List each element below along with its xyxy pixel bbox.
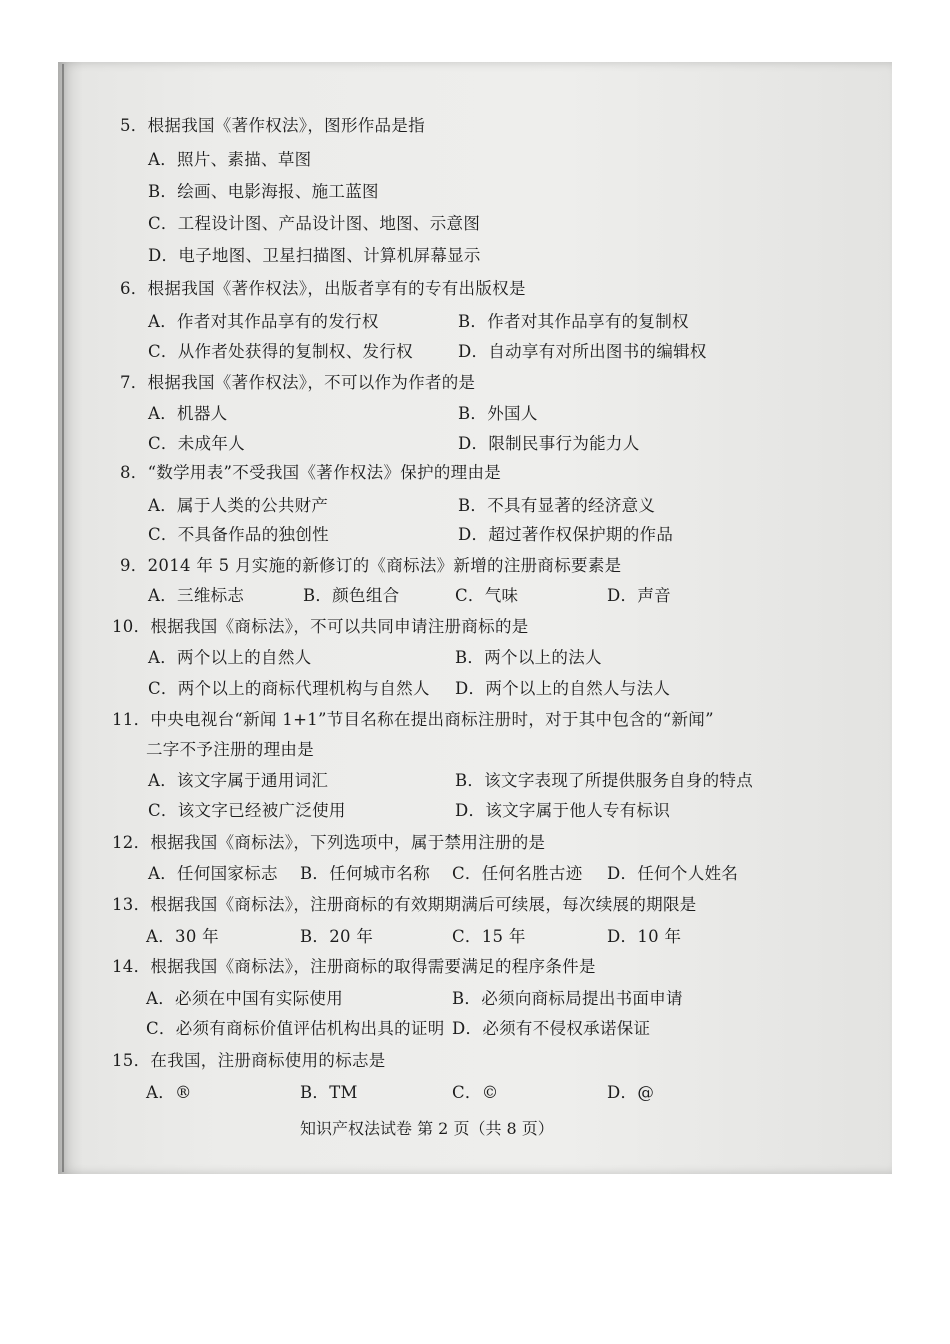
question-13-option-d: D．10 年: [607, 927, 682, 946]
question-11-option-b: B．该文字表现了所提供服务自身的特点: [455, 771, 754, 790]
question-10-option-a: A．两个以上的自然人: [148, 648, 312, 667]
question-14-option-b: B．必须向商标局提出书面申请: [452, 989, 683, 1008]
question-6-option-b: B．作者对其作品享有的复制权: [458, 312, 689, 331]
question-10-option-d: D．两个以上的自然人与法人: [455, 679, 671, 698]
question-15-option-b: B．TM: [300, 1083, 358, 1102]
question-12-stem: 12．根据我国《商标法》，下列选项中，属于禁用注册的是: [112, 833, 546, 852]
question-15-stem: 15．在我国，注册商标使用的标志是: [112, 1051, 386, 1070]
question-12-option-b: B．任何城市名称: [300, 864, 431, 883]
question-8-option-a: A．属于人类的公共财产: [148, 496, 329, 515]
question-12-option-a: A．任何国家标志: [148, 864, 278, 883]
question-13-option-c: C．15 年: [452, 927, 526, 946]
question-8-stem: 8．“数学用表”不受我国《著作权法》保护的理由是: [120, 463, 502, 482]
question-15-option-c: C．©: [452, 1083, 499, 1102]
question-10-option-c: C．两个以上的商标代理机构与自然人: [148, 679, 430, 698]
question-5-option-c: C．工程设计图、产品设计图、地图、示意图: [148, 214, 481, 233]
question-5-option-a: A．照片、素描、草图: [148, 150, 312, 169]
question-14-stem: 14．根据我国《商标法》，注册商标的取得需要满足的程序条件是: [112, 957, 596, 976]
question-15-option-d: D．@: [607, 1083, 655, 1102]
question-12-option-d: D．任何个人姓名: [607, 864, 739, 883]
question-9-option-a: A．三维标志: [148, 586, 245, 605]
question-11-stem-continued: 二字不予注册的理由是: [146, 740, 314, 759]
question-11-option-d: D．该文字属于他人专有标识: [455, 801, 671, 820]
question-14-option-c: C．必须有商标价值评估机构出具的证明: [146, 1019, 445, 1038]
question-12-option-c: C．任何名胜古迹: [452, 864, 583, 883]
question-7-stem: 7．根据我国《著作权法》，不可以作为作者的是: [120, 373, 476, 392]
question-6-option-d: D．自动享有对所出图书的编辑权: [458, 342, 707, 361]
question-7-option-b: B．外国人: [458, 404, 538, 423]
question-6-stem: 6．根据我国《著作权法》，出版者享有的专有出版权是: [120, 279, 526, 298]
question-9-option-c: C．气味: [455, 586, 519, 605]
question-15-option-a: A．®: [146, 1083, 192, 1102]
question-5-option-d: D．电子地图、卫星扫描图、计算机屏幕显示: [148, 246, 481, 265]
question-8-option-b: B．不具有显著的经济意义: [458, 496, 656, 515]
question-9-option-b: B．颜色组合: [303, 586, 400, 605]
question-5-stem: 5．根据我国《著作权法》，图形作品是指: [120, 116, 425, 135]
question-11-option-a: A．该文字属于通用词汇: [148, 771, 329, 790]
question-5-option-b: B．绘画、电影海报、施工蓝图: [148, 182, 379, 201]
question-10-option-b: B．两个以上的法人: [455, 648, 602, 667]
question-9-option-d: D．声音: [607, 586, 671, 605]
question-10-stem: 10．根据我国《商标法》，不可以共同申请注册商标的是: [112, 617, 529, 636]
question-8-option-d: D．超过著作权保护期的作品: [458, 525, 674, 544]
question-7-option-c: C．未成年人: [148, 434, 245, 453]
question-14-option-a: A．必须在中国有实际使用: [146, 989, 344, 1008]
question-13-option-b: B．20 年: [300, 927, 374, 946]
question-7-option-d: D．限制民事行为能力人: [458, 434, 640, 453]
question-6-option-a: A．作者对其作品享有的发行权: [148, 312, 379, 331]
question-13-stem: 13．根据我国《商标法》，注册商标的有效期期满后可续展，每次续展的期限是: [112, 895, 697, 914]
question-6-option-c: C．从作者处获得的复制权、发行权: [148, 342, 413, 361]
question-7-option-a: A．机器人: [148, 404, 228, 423]
page-footer: 知识产权法试卷 第 2 页（共 8 页）: [300, 1119, 554, 1138]
page-fold-line: [62, 64, 64, 1172]
question-11-stem: 11．中央电视台“新闻 1+1”节目名称在提出商标注册时，对于其中包含的“新闻”: [112, 710, 714, 729]
question-14-option-d: D．必须有不侵权承诺保证: [452, 1019, 651, 1038]
question-11-option-c: C．该文字已经被广泛使用: [148, 801, 346, 820]
question-13-option-a: A．30 年: [146, 927, 219, 946]
question-8-option-c: C．不具备作品的独创性: [148, 525, 329, 544]
question-9-stem: 9．2014 年 5 月实施的新修订的《商标法》新增的注册商标要素是: [120, 556, 622, 575]
